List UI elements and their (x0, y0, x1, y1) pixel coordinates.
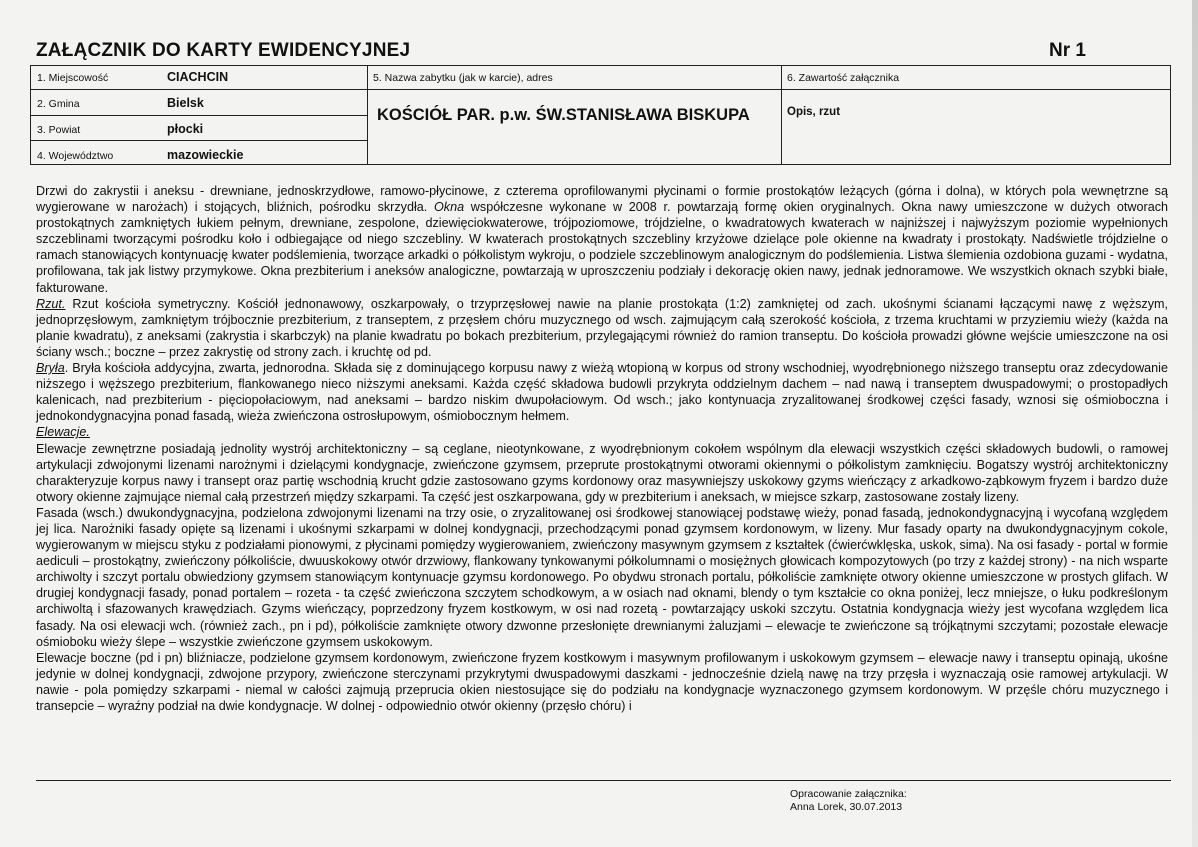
gmina-label: 2. Gmina (37, 98, 80, 110)
elewacje-heading: Elewacje. (36, 425, 90, 440)
doors-windows-paragraph: Drzwi do zakrystii i aneksu - drewniane, jednoskrzydłowe, ramowo-płycinowe, z czterema oprofilowanymi płycinami o formie prostokątów leżących (górna i dolna), w których pola wewnętrzne są wygierowane w narożach) i stojących, bliźnich, pośrodku skrzydła. Okna współczesne wykonane w 2008 r. powtarzają formę okien oryginalnych. Okna nawy umieszczone w dużych otworach prostokątnych zamkniętych łukiem pełnym, drewniane, zespolone, dziewięciokwaterowe, trójpoziomowe, trójdzielne, o kwadratowych kwaterach w najniższej i najwyższym poziomie wypełnionych szczeblinami tworzącymi pośrodku koło i odbiegające od niego szczebliny. W kwaterach prostokątnych szczebliny krzyżowe dzielące pole okienne na kwadraty i prostokąty. Nadświetle trójdzielne o ramach stanowiących kontynuację kwater podślemienia, tworzące arkadki o półkolistym wykroju, o podziele szczeblinowym analogicznym do podślemienia. Listwa ślemienia ozdobiona guzami - wydatna, profilowana, tak jak listwy przymykowe. Okna prezbiterium i aneksów analogiczne, powtarzają w uproszczeniu podziały i dekorację okien nawy, jednak jednoramowe. We wszystkich oknach szybki białe, fakturowane. (36, 184, 1168, 295)
divider (36, 780, 1171, 781)
elewacje-paragraph: Elewacje zewnętrzne posiadają jednolity wystrój architektoniczny – są ceglane, nieotynkowane, z wyodrębnionym cokołem wspólnym dla elewacji wszystkich części składowych budowli, o ramowej artykulacji zdwojonymi lizenami narożnymi i dzielącymi kondygnacje, zwieńczone gzymsem, przeprute prostokątnymi otworami okiennymi o półkolistym zamknięciu. Bogatszy wystrój architektoniczny charakteryzuje korpus nawy i transept oraz partię wschodnią krucht gdzie zastosowano gzyms kordonowy oraz masywniejszy uskokowy gzyms wieńczący z arkadkowo-ząbkowym fryzem i bardzo duże otwory okienne zajmujące niemal całą przestrzeń między szkarpami. Ta część jest oszkarpowana, gdy w prezbiterium i aneksach, w miejsce szkarp, zastosowane zostały lizeny. (36, 441, 1168, 504)
document-number: Nr 1 (1049, 40, 1086, 61)
divider (31, 140, 367, 141)
elewacje-boczne-paragraph: Elewacje boczne (pd i pn) bliźniacze, podzielone gzymsem kordonowym, zwieńczone fryzem kostkowym i masywnym profilowanym i uskokowym gzymsem – elewacje nawy i transeptu opinają, ukośne jedynie w dolnej kondygnacji, zdwojone przypory, zwieńczone sterczynami przykrytymi dwuspadowymi daszkami - jednocześnie dzielą nawę na trzy przęsła i wyznaczają osie ramowej artykulacji. W nawie - pola pomiędzy szkarpami - niemal w całości zajmują przeprucia okien niestosujące się do podziału na kondygnacje wyznaczonego gzymsem kordonowym. W przęśle chóru muzycznego i transepcie – wyraźny podział na dwie kondygnacje. W dolnej - odpowiednio otwór okienny (przęsło chóru) i (36, 650, 1168, 713)
miejscowosc-label: 1. Miejscowość (37, 72, 109, 84)
okna-label: Okna (433, 200, 465, 215)
nazwa-label: 5. Nazwa zabytku (jak w karcie), adres (373, 72, 553, 84)
prepared-by-label: Opracowanie załącznika: (790, 788, 907, 800)
rzut-label: Rzut. (36, 296, 66, 311)
divider (367, 66, 368, 164)
zawartosc-label: 6. Zawartość załącznika (787, 72, 900, 84)
divider (367, 89, 1170, 90)
powiat-value: płocki (167, 122, 204, 136)
document-title: ZAŁĄCZNIK DO KARTY EWIDENCYJNEJ (36, 40, 411, 61)
rzut-paragraph: Rzut. Rzut kościoła symetryczny. Kościół jednonawowy, oszkarpowały, o trzyprzęsłowej nawie na planie prostokąta (1:2) zamkniętej od zach. ukośnymi ścianami łączącymi nawę z węższym, jednoprzęsłowym, zamkniętym trójbocznie prezbiterium, z transeptem, z przęsłem chóru muzycznego od wsch. zajmującym całą szerokość kościoła, z trzema kruchtami w przyziemiu wieży (każda na planie kwadratu), z aneksami (zakrystia i skarbczyk) na planie kwadratu po bokach prezbiterium, przylegającymi również do ramion transeptu. Do kościoła prowadzi główne wejście umieszczone na osi ściany wsch.; boczne – przez zakrystię od strony zach. i kruchtę od pd. (36, 296, 1169, 359)
divider (781, 66, 782, 164)
miejscowosc-value: CIACHCIN (167, 70, 229, 84)
bryla-label: Bryła (36, 361, 65, 376)
bryla-paragraph: Bryła. Bryła kościoła addycyjna, zwarta, jednorodna. Składa się z dominującego korpusu nawy z wieżą wtopioną w korpus od strony wschodniej, wyodrębnionego niższego transeptu oraz zdecydowanie niższego i węższego prezbiterium, flankowanego nieco niższymi aneksami. Każda część składowa budowli przykryta oddzielnym dachem – nad nawą i transeptem dwuspadowymi; o prostopadłych kalenicach, nad prezbiterium - pięciopołaciowym, nad aneksami – bardzo niskim dwupołaciowym. Od wsch.; jako kontynuacja zryzalitowanej środkowej części fasady, wznosi się ośmioboczna i jednokondygnacyjna ponad fasadą, wieża zwieńczona ostrosłupowym, ośmiobocznym hełmem. (36, 361, 1168, 424)
header-table (30, 65, 1171, 165)
author-signature (790, 788, 907, 814)
gmina-value: Bielsk (167, 96, 204, 110)
author-name-date: Anna Lorek, 30.07.2013 (790, 801, 903, 813)
description-body (36, 183, 1168, 714)
nazwa-value: KOŚCIÓŁ PAR. p.w. ŚW.STANISŁAWA BISKUPA (377, 106, 750, 124)
divider (31, 89, 367, 90)
wojewodztwo-value: mazowieckie (167, 148, 244, 162)
powiat-label: 3. Powiat (37, 124, 81, 136)
zawartosc-value: Opis, rzut (787, 106, 841, 118)
fasada-paragraph: Fasada (wsch.) dwukondygnacyjna, podzielona zdwojonymi lizenami na trzy osie, o zryzalitowanej osi środkowej stanowiącej podstawę wieży, ponad fasadą, jednokondygnacyjną i wycofaną względem jej lica. Narożniki fasady opięte są lizenami i ukośnymi szkarpami w dolnej kondygnacji, przechodzącymi ponad gzymsem kordonowym, w lizeny. Mur fasady oparty na dwukondygnacyjnym cokole, wygierowanym w miejscu styku z podziałami pionowymi, z płycinami pomiędzy wygierowaniem, zwieńczony masywnym gzymsem z kształtek (ćwierćwklęska, uskok, sima). Na osi fasady - portal w formie aediculi – prostokątny, zwieńczony półkoliście, dwuuskokowy otwór drzwiowy, flankowany tynkowanymi półkolumnami o mosiężnych głowicach kompozytowych (po trzy z każdej strony) - na nich wsparte archiwolty i szczyt portalu obwiedziony gzymsem stanowiącym kontynuacje gzymsu kordonowego. Po obydwu stronach portalu, półkoliście zamknięte otwory okienne umieszczone w prostych glifach. W drugiej kondygnacji fasady, ponad portalem – rozeta - ta część zwieńczona szczytem schodkowym, a w osiach nad oknami, blendy o tym kształcie co okna poniżej, lecz mniejsze, o łuku podkreślonym archiwoltą i sfazowanych krawędziach. Gzyms wieńczący, poprzedzony fryzem kostkowym, w osi nad rozetą - powtarzający uskoki szczytu. Ostatnia kondygnacja wieży jest wycofana względem lica fasady. Na osi elewacji wch. (również zach., pn i pd), półkoliście zamknięte otwory dzwonne przesłonięte drewnianymi żaluzjami – elewacje te zwieńczone są trójkątnymi szczytami; pozostałe elewacje ośmioboku wieży ślepe – wszystkie zwieńczone gzymsem uskokowym. (36, 505, 1168, 649)
scan-edge (1192, 0, 1198, 847)
divider (31, 115, 367, 116)
wojewodztwo-label: 4. Województwo (37, 150, 114, 162)
